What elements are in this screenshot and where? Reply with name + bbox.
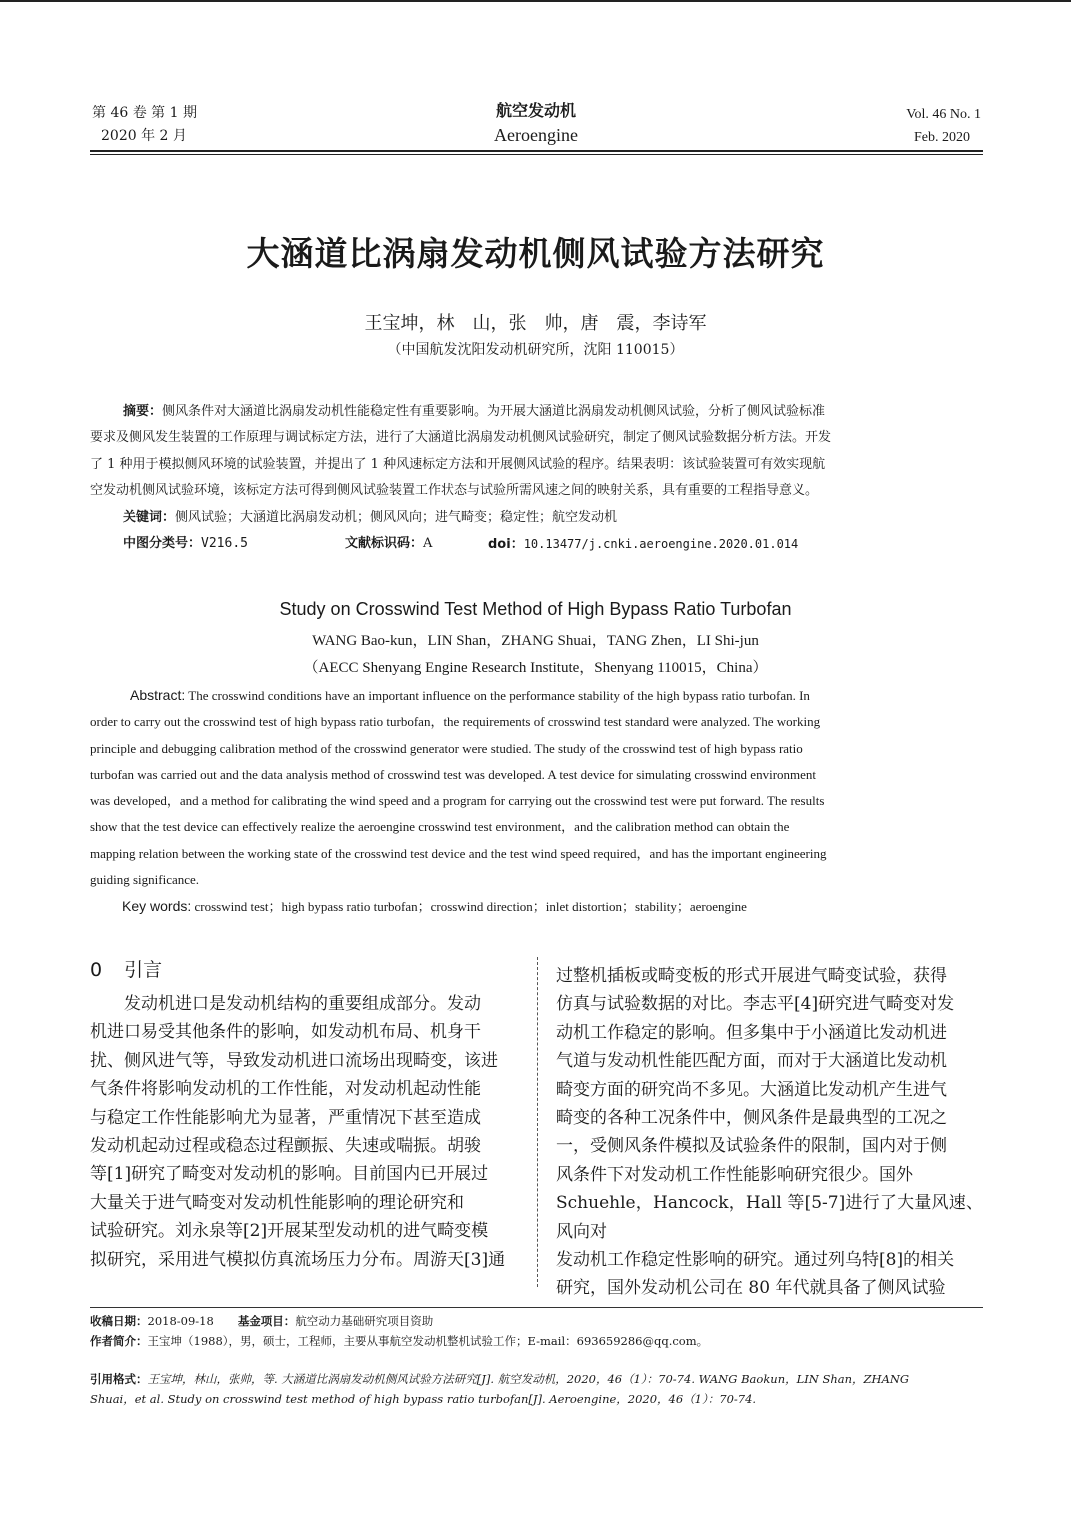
- abstract-cn-line: 空发动机侧风试验环境，该标定方法可得到侧风试验装置工作状态与试验所需风速之间的映射关系，具有重要的工程指导意义。: [90, 483, 819, 499]
- abstract-en-label: Abstract:: [130, 687, 186, 703]
- body-line: 过整机插板或畸变板的形式开展进气畸变试验，获得: [556, 966, 947, 986]
- header-date-cn: 2020 年 2 月: [101, 128, 187, 144]
- footnotes: [90, 1311, 983, 1351]
- doccode-label: 文献标识码：: [345, 536, 424, 552]
- column-divider: [537, 957, 538, 1287]
- doi-value[interactable]: 10.13477/j.cnki.aeroengine.2020.01.014: [523, 537, 799, 552]
- body-line: 拟研究，采用进气模拟仿真流场压力分布。周游天[3]通: [90, 1249, 506, 1270]
- abstract-cn-text: 侧风条件对大涵道比涡扇发动机性能稳定性有重要影响。为开展大涵道比涡扇发动机侧风试验，分析了侧风试验标准: [162, 404, 826, 419]
- body-line: 试验研究。刘永泉等[2]开展某型发动机的进气畸变模: [90, 1221, 489, 1242]
- authors-cn: 王宝坤，林 山，张 帅，唐 震，李诗军: [364, 313, 707, 334]
- section-heading: [90, 955, 162, 982]
- abstract-en-text: The crosswind conditions have an important influence on the performance stability of the high bypass ratio turbofan. In: [188, 688, 810, 703]
- author-label: 作者简介：: [90, 1334, 148, 1348]
- abstract-en-line: mapping relation between the working state of the crosswind test device and the test wind speed required，and has the important engineering: [90, 845, 827, 861]
- body-line: 动机工作稳定的影响。但多集中于小涵道比发动机进: [556, 1022, 947, 1043]
- classification-row: [90, 531, 983, 557]
- body-line: 发动机起动过程或稳态过程颤振、失速或喘振。胡骏: [90, 1136, 481, 1157]
- body-line: 畸变方面的研究尚不多见。大涵道比发动机产生进气: [556, 1079, 947, 1100]
- body-line: 仿真与试验数据的对比。李志平[4]研究进气畸变对发: [556, 994, 955, 1015]
- doccode-field: [345, 531, 432, 557]
- doi-label: doi：: [488, 537, 524, 553]
- footnote-received-fund: [90, 1311, 983, 1331]
- keywords-en: [90, 893, 983, 920]
- citation-text: 王宝坤，林山，张帅，等. 大涵道比涡扇发动机侧风试验方法研究[J]. 航空发动机，2020，46（1）：70-74. WANG Baokun，LIN Shan，ZHANG: [147, 1372, 910, 1386]
- abstract-en-line: show that the test device can effectively realize the aeroengine crosswind test environment，and the calibration method can obtain the: [90, 819, 790, 835]
- abstract-cn-label: 摘要：: [123, 404, 163, 419]
- body-line: 等[1]研究了畸变对发动机的影响。目前国内已开展过: [90, 1164, 489, 1185]
- body-line: 机进口易受其他条件的影响，如发动机布局、机身干: [90, 1022, 481, 1043]
- author-value: 王宝坤（1988），男，硕士，工程师，主要从事航空发动机整机试验工作；E-mail：693659286@qq.com。: [147, 1334, 709, 1348]
- section-title: 引言: [124, 959, 163, 981]
- body-line: 大量关于进气畸变对发动机性能影响的理论研究和: [90, 1192, 464, 1213]
- header-rule: [90, 150, 983, 152]
- clc-value: V216.5: [201, 536, 248, 552]
- affiliation-en: （AECC Shenyang Engine Research Institute，Shenyang 110015，China）: [303, 660, 768, 676]
- header-journal-cn: 航空发动机: [495, 101, 576, 120]
- paper-title-en: Study on Crosswind Test Method of High Bypass Ratio Turbofan: [279, 599, 792, 619]
- doi-field: [488, 531, 798, 558]
- abstract-en: [90, 682, 983, 921]
- footnote-author: [90, 1331, 983, 1351]
- citation-label: 引用格式：: [90, 1372, 148, 1386]
- fund-value: 航空动力基础研究项目资助: [295, 1314, 434, 1328]
- abstract-en-line: order to carry out the crosswind test of high bypass ratio turbofan，the requirements of crosswind test standard were analyzed. The working: [90, 714, 821, 730]
- footnote-rule: [90, 1307, 983, 1308]
- header-rule-thin: [90, 154, 983, 155]
- affiliation-cn: （中国航发沈阳发动机研究所，沈阳 110015）: [387, 342, 684, 358]
- abstract-en-line: [90, 682, 983, 709]
- citation: [90, 1369, 983, 1409]
- body-right-column: [556, 962, 983, 1303]
- received-value: 2018-09-18: [147, 1314, 214, 1328]
- body-line: 发动机进口是发动机结构的重要组成部分。发动: [90, 994, 481, 1014]
- citation-line: [90, 1369, 983, 1389]
- abstract-en-line: turbofan was carried out and the data analysis method of crosswind test was developed. A test device for simulating crosswind environment: [90, 766, 817, 782]
- body-line: 气道与发动机性能匹配方面，而对于大涵道比发动机: [556, 1051, 947, 1072]
- header-volume: 第 46 卷 第 1 期: [92, 105, 197, 121]
- body-line: 气条件将影响发动机的工作性能，对发动机起动性能: [90, 1079, 481, 1100]
- body-line: 发动机工作稳定性影响的研究。通过列乌特[8]的相关: [556, 1250, 955, 1271]
- body-line: 扰、侧风进气等，导致发动机进口流场出现畸变，该进: [90, 1050, 498, 1071]
- body-line: 一，受侧风条件模拟及试验条件的限制，国内对于侧: [556, 1136, 947, 1157]
- body-line: 研究，国外发动机公司在 80 年代就具备了侧风试验: [556, 1278, 946, 1299]
- paper-title-cn: 大涵道比涡扇发动机侧风试验方法研究: [246, 234, 825, 273]
- keywords-en-label: Key words:: [122, 898, 192, 915]
- doccode-value: A: [423, 536, 433, 552]
- abstract-cn-line: [90, 399, 983, 425]
- top-border: [0, 0, 1071, 2]
- body-line: Schuehle，Hancock，Hall 等[5-7]进行了大量风速、风向对: [556, 1193, 983, 1242]
- body-line: 畸变的各种工况条件中，侧风条件是最典型的工况之: [556, 1108, 947, 1129]
- keywords-cn: [90, 505, 983, 531]
- header-vol-en: Vol. 46 No. 1: [906, 107, 981, 122]
- header-date-en: Feb. 2020: [914, 130, 970, 145]
- abstract-cn: [90, 399, 983, 557]
- authors-en: WANG Bao-kun，LIN Shan，ZHANG Shuai，TANG Zhen，LI Shi-jun: [312, 633, 759, 649]
- clc-label: 中图分类号：: [123, 536, 202, 552]
- keywords-cn-label: 关键词：: [123, 509, 176, 525]
- body-left-column: [90, 990, 518, 1274]
- keywords-cn-text: 侧风试验；大涵道比涡扇发动机；侧风风向；进气畸变；稳定性；航空发动机: [175, 509, 618, 525]
- abstract-en-line: principle and debugging calibration method of the crosswind generator were studied. The study of the crosswind test of high bypass ratio: [90, 740, 803, 756]
- clc-field: [123, 531, 248, 557]
- abstract-en-line: was developed，and a method for calibrating the wind speed and a program for carrying out the crosswind test were put forward. The results: [90, 793, 825, 809]
- section-number: 0: [90, 959, 103, 981]
- abstract-cn-line: 要求及侧风发生装置的工作原理与调试标定方法，进行了大涵道比涡扇发动机侧风试验研究，制定了侧风试验数据分析方法。开发: [90, 430, 832, 446]
- body-line: 与稳定工作性能影响尤为显著，严重情况下甚至造成: [90, 1107, 481, 1128]
- citation-line: Shuai，et al. Study on crosswind test method of high bypass ratio turbofan[J]. Aeroengine，2020，46（1）：70-74.: [90, 1392, 757, 1406]
- received-label: 收稿日期：: [90, 1314, 148, 1328]
- abstract-en-line: guiding significance.: [90, 872, 200, 888]
- body-line: 风条件下对发动机工作性能影响研究很少。国外: [556, 1164, 913, 1185]
- keywords-en-text: crosswind test；high bypass ratio turbofan；crosswind direction；inlet distortion；stability；aeroengine: [194, 899, 747, 915]
- header-journal-en: Aeroengine: [494, 125, 578, 145]
- abstract-cn-line: 了 1 种用于模拟侧风环境的试验装置，并提出了 1 种风速标定方法和开展侧风试验的程序。结果表明：该试验装置可有效实现航: [90, 456, 826, 472]
- fund-label: 基金项目：: [237, 1314, 296, 1328]
